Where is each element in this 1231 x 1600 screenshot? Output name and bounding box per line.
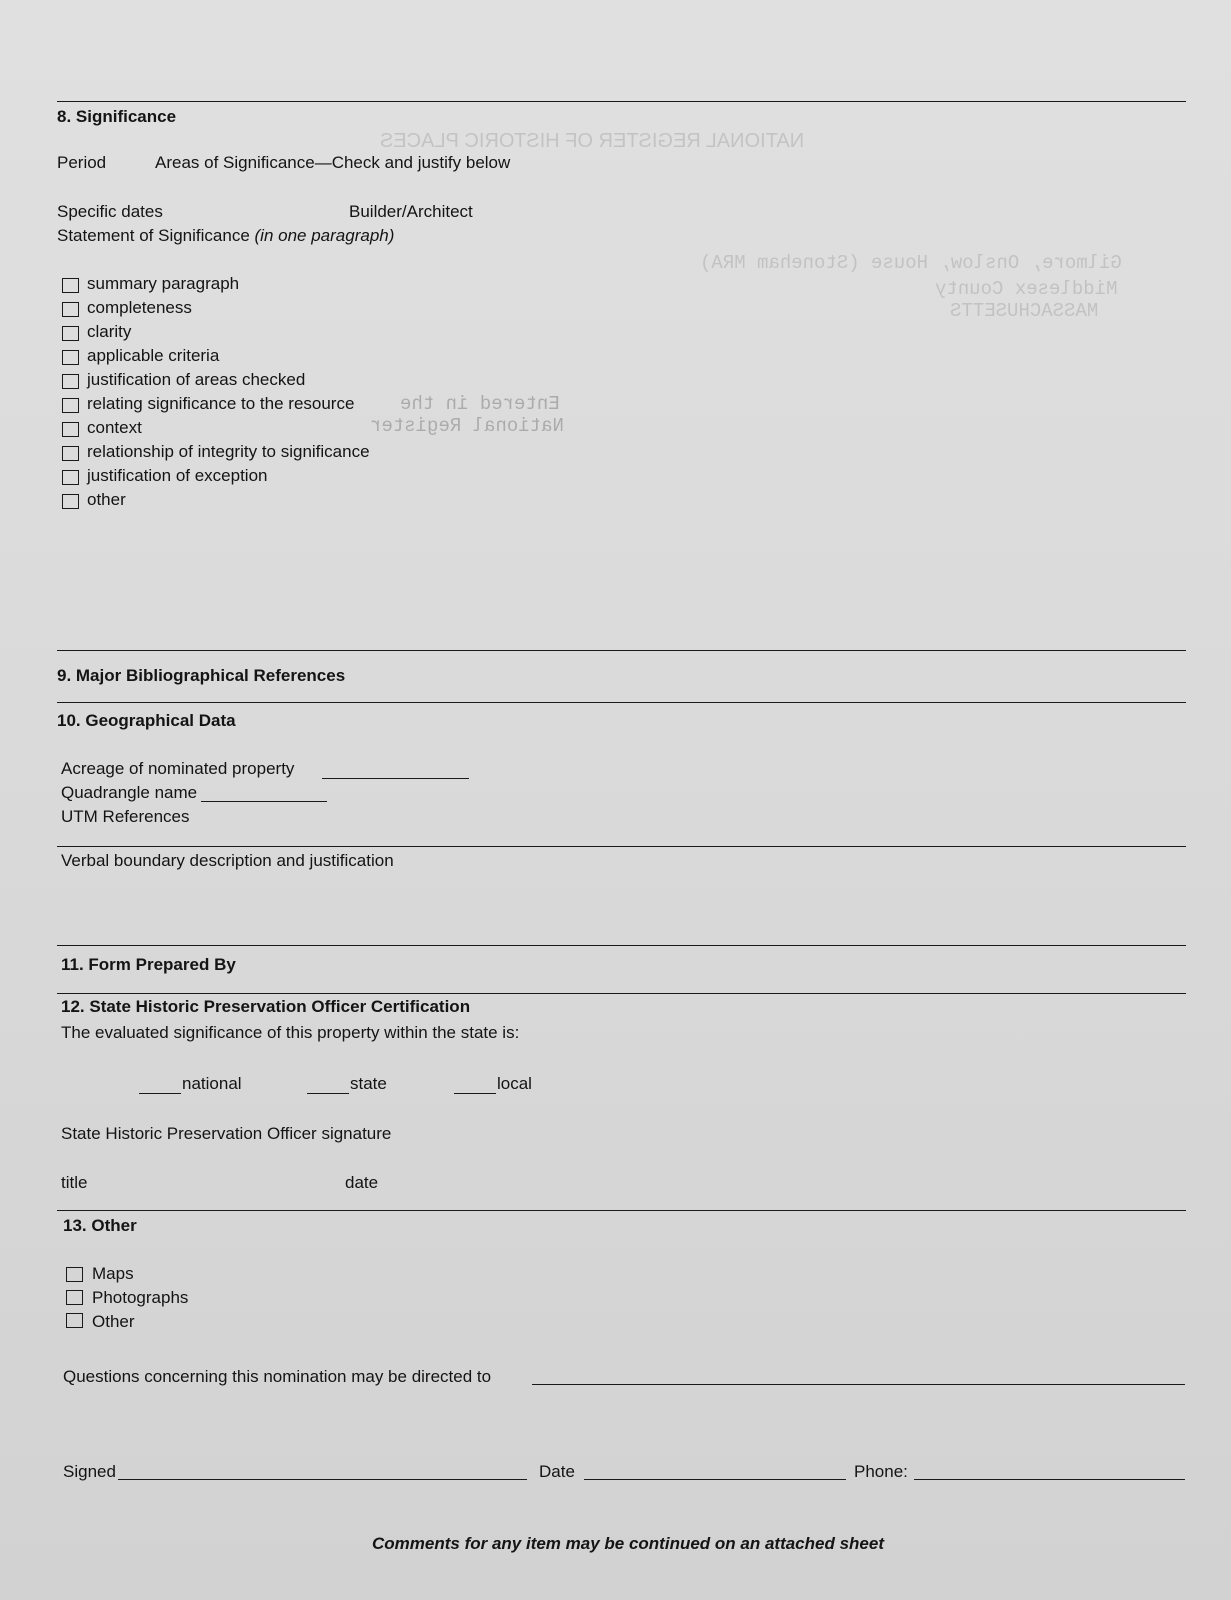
rule-section-13: [57, 1210, 1186, 1211]
bleed-through-name-3: MASSACHUSETTS: [950, 300, 1099, 322]
statement-label-text: Statement of Significance: [57, 226, 250, 245]
period-label: Period: [57, 153, 107, 172]
statement-of-significance-label: [57, 226, 394, 246]
level-national-label: national: [182, 1074, 242, 1093]
checklist-label-relating-significance: relating significance to the resource: [87, 394, 355, 413]
phone-label: Phone:: [854, 1462, 908, 1481]
specific-dates-label: Specific dates: [57, 202, 163, 221]
signoff-date-label: Date: [539, 1462, 575, 1481]
checkbox-clarity[interactable]: [62, 326, 79, 341]
phone-field[interactable]: [914, 1479, 1185, 1480]
checkbox-maps[interactable]: [66, 1267, 83, 1282]
level-local-label: local: [497, 1074, 532, 1093]
section-13-heading: 13. Other: [63, 1216, 137, 1235]
footer-note: Comments for any item may be continued on an attached sheet: [372, 1534, 884, 1553]
section-12-heading: 12. State Historic Preservation Officer Certification: [61, 997, 471, 1016]
bleed-through-stamp-1: Entered in the: [400, 393, 560, 415]
bleed-through-stamp-2: National Register: [370, 415, 564, 437]
other-label-other: Other: [92, 1312, 135, 1331]
checklist-label-clarity: clarity: [87, 322, 132, 341]
signed-label: Signed: [63, 1462, 116, 1481]
questions-field[interactable]: [532, 1384, 1185, 1385]
section-11-heading: 11. Form Prepared By: [61, 955, 236, 974]
rule-section-10: [57, 702, 1186, 703]
section-9-heading: 9. Major Bibliographical References: [57, 666, 346, 685]
checklist-label-justification-of-exception: justification of exception: [87, 466, 268, 485]
other-label-maps: Maps: [92, 1264, 134, 1283]
level-state-label: state: [350, 1074, 387, 1093]
shpo-signature-label: State Historic Preservation Officer signature: [61, 1124, 392, 1143]
rule-verbal-boundary: [57, 846, 1186, 847]
rule-section-12: [57, 993, 1186, 994]
checkbox-other[interactable]: [62, 494, 79, 509]
checkbox-relating-significance[interactable]: [62, 398, 79, 413]
questions-label: Questions concerning this nomination may be directed to: [63, 1367, 492, 1386]
state-blank[interactable]: [307, 1093, 349, 1094]
checkbox-applicable-criteria[interactable]: [62, 350, 79, 365]
bleed-through-header: NATIONAL REGISTER OF HISTORIC PLACES: [380, 130, 805, 152]
acreage-label: Acreage of nominated property: [61, 759, 295, 778]
signoff-date-field[interactable]: [584, 1479, 846, 1480]
checkbox-summary-paragraph[interactable]: [62, 278, 79, 293]
section-8-heading: 8. Significance: [57, 107, 177, 126]
signed-field[interactable]: [118, 1479, 527, 1480]
checklist-label-justification-of-areas: justification of areas checked: [87, 370, 306, 389]
title-label: title: [61, 1173, 88, 1192]
checklist-label-completeness: completeness: [87, 298, 192, 317]
quadrangle-name-label: Quadrangle name: [61, 783, 198, 802]
checklist-label-context: context: [87, 418, 142, 437]
checkbox-other-attachment[interactable]: [66, 1313, 83, 1328]
national-blank[interactable]: [139, 1093, 181, 1094]
date-label: date: [345, 1173, 379, 1192]
rule-top: [57, 101, 1186, 102]
builder-architect-label: Builder/Architect: [349, 202, 473, 221]
statement-label-note: (in one paragraph): [254, 226, 395, 245]
checkbox-justification-of-areas[interactable]: [62, 374, 79, 389]
other-label-photographs: Photographs: [92, 1288, 189, 1307]
evaluated-significance-statement: The evaluated significance of this property within the state is:: [61, 1023, 520, 1042]
checkbox-justification-of-exception[interactable]: [62, 470, 79, 485]
rule-section-11: [57, 945, 1186, 946]
checklist-label-other: other: [87, 490, 126, 509]
checkbox-photographs[interactable]: [66, 1290, 83, 1305]
checkbox-relationship-of-integrity[interactable]: [62, 446, 79, 461]
verbal-boundary-label: Verbal boundary description and justification: [61, 851, 394, 870]
local-blank[interactable]: [454, 1093, 496, 1094]
section-10-heading: 10. Geographical Data: [57, 711, 236, 730]
bleed-through-name-1: Gilmore, Onslow, House (Stoneham MRA): [700, 252, 1122, 274]
checkbox-context[interactable]: [62, 422, 79, 437]
utm-references-label: UTM References: [61, 807, 190, 826]
bleed-through-name-2: Middlesex County: [935, 278, 1118, 300]
checkbox-completeness[interactable]: [62, 302, 79, 317]
checklist-label-applicable-criteria: applicable criteria: [87, 346, 220, 365]
quadrangle-name-field[interactable]: [201, 801, 327, 802]
checklist-label-relationship-of-integrity: relationship of integrity to significance: [87, 442, 370, 461]
areas-of-significance-label: Areas of Significance—Check and justify below: [155, 153, 511, 172]
checklist-label-summary-paragraph: summary paragraph: [87, 274, 240, 293]
rule-section-9: [57, 650, 1186, 651]
acreage-field[interactable]: [322, 778, 469, 779]
